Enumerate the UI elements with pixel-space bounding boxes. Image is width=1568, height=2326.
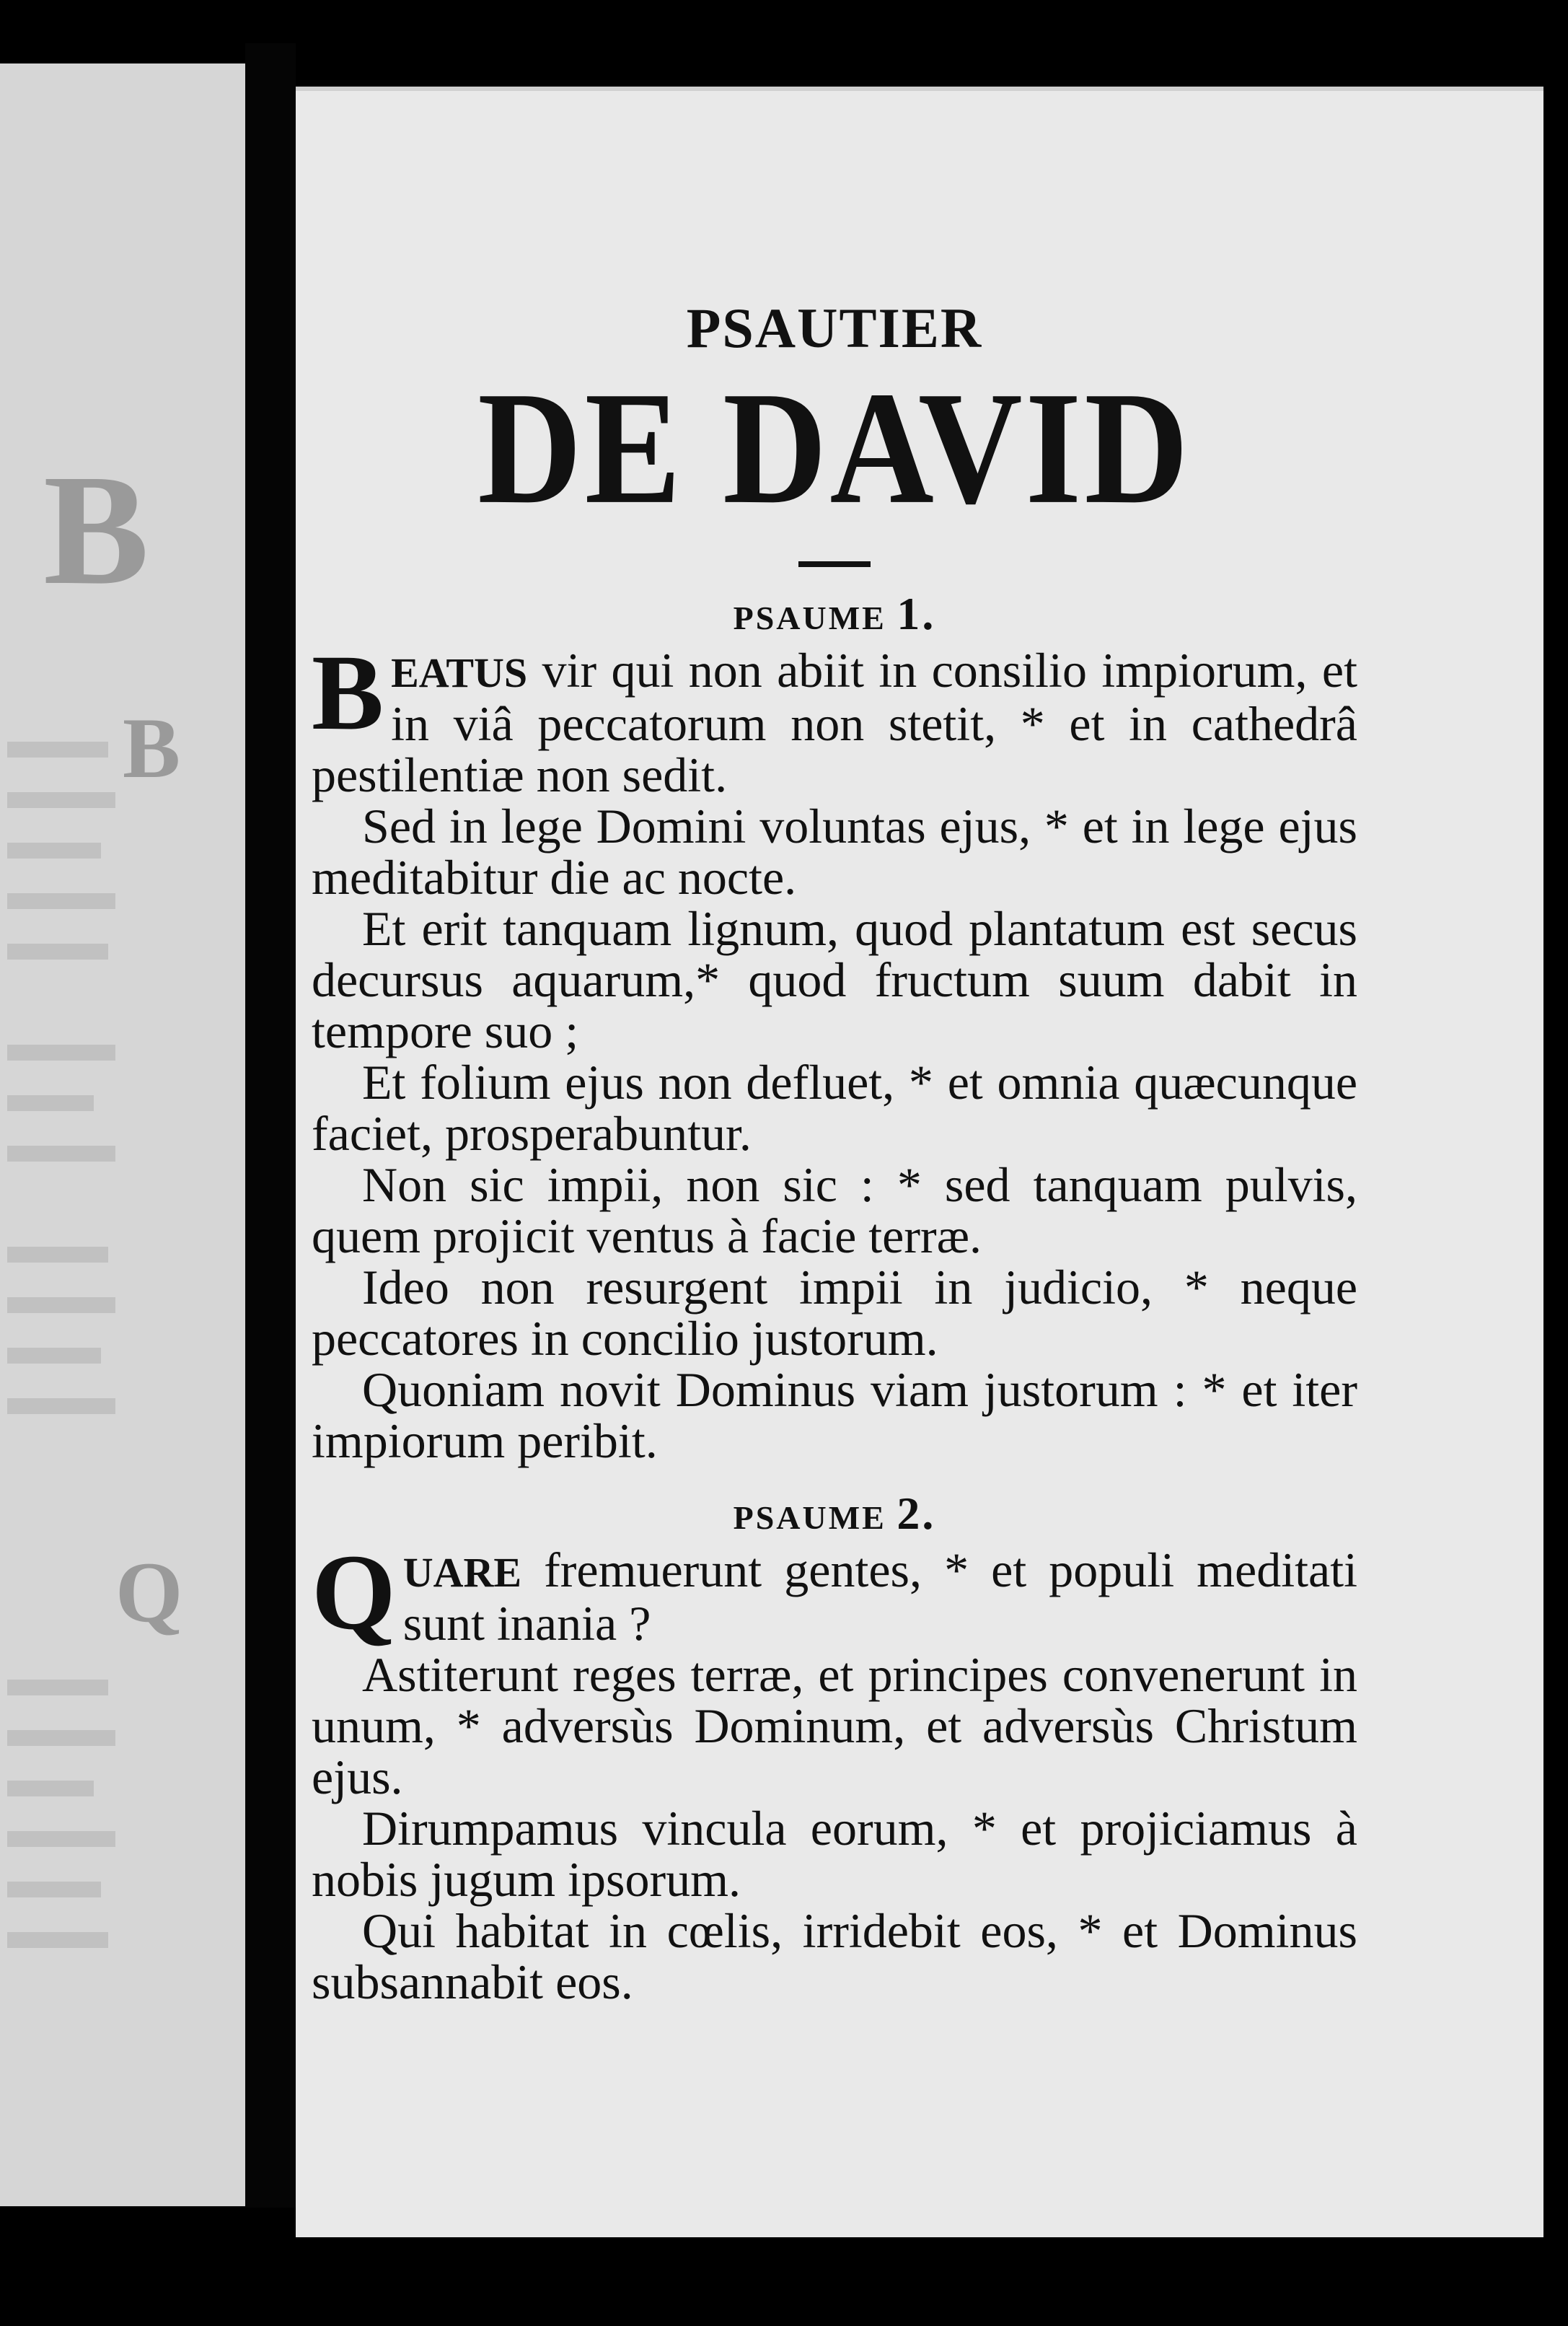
psalm-number: 2.: [897, 1488, 936, 1539]
psalm-label: PSAUME: [733, 600, 886, 636]
verse: Dirumpamus vincula eorum, * et projiciamus à nobis jugum ipsorum.: [312, 1801, 1357, 1907]
ghost-text-line: [7, 1297, 115, 1313]
ghost-text-line: [7, 742, 108, 758]
psalm-label: PSAUME: [733, 1499, 886, 1536]
psalm-1-heading: [312, 587, 1357, 641]
verse: Sed in lege Domini voluntas ejus, * et in lege ejus meditabitur die ac nocte.: [312, 799, 1357, 905]
opening-smallcaps: UARE: [402, 1549, 522, 1596]
ghost-text-line: [7, 1932, 108, 1948]
drop-cap: Q: [312, 1532, 396, 1652]
opening-smallcaps: EATUS: [391, 649, 528, 696]
ghost-text-line: [7, 1831, 115, 1847]
opening-text: fremuerunt gentes, * et populi meditati sunt inania ?: [402, 1542, 1357, 1651]
opening-text: vir qui non abiit in consilio impiorum, et in viâ peccatorum non stetit, * et in cathedrâ pestilentiæ non sedit.: [312, 643, 1357, 802]
drop-cap: B: [312, 633, 384, 752]
title-rule: [798, 561, 871, 567]
ghost-text-line: [7, 1045, 115, 1061]
verse: Ideo non resurgent impii in judicio, * neque peccatores in concilio justorum.: [312, 1260, 1357, 1366]
psalm-1-opening-verse: [312, 633, 1357, 802]
ghost-letter-b-large: B: [43, 442, 149, 618]
ghost-letter-q: Q: [115, 1544, 183, 1640]
ghost-text-line: [7, 1730, 115, 1746]
ghost-text-line: [7, 893, 115, 909]
ghost-text-line: [7, 1095, 94, 1111]
ghost-text-line: [7, 1781, 94, 1796]
ghost-text-line: [7, 843, 101, 859]
ghost-text-line: [7, 792, 115, 808]
verse: Non sic impii, non sic : * sed tanquam pulvis, quem projicit ventus à facie terræ.: [312, 1157, 1357, 1263]
ghost-text-line: [7, 1882, 101, 1897]
title-psautier: PSAUTIER: [686, 297, 983, 359]
ghost-text-line: [7, 944, 108, 960]
title-de-david: DE DAVID: [477, 359, 1192, 538]
book-page-right: [296, 87, 1543, 2237]
page-content: [312, 297, 1357, 2009]
verse: Quoniam novit Dominus viam justorum : * et iter impiorum peribit.: [312, 1362, 1357, 1468]
psalm-number: 1.: [897, 588, 936, 639]
book-gutter: [245, 43, 296, 2208]
ghost-text-line: [7, 1348, 101, 1364]
verse: Qui habitat in cœlis, irridebit eos, * et Dominus subsannabit eos.: [312, 1903, 1357, 2009]
ghost-letter-b-small: B: [123, 700, 181, 796]
ghost-text-line: [7, 1146, 115, 1162]
verse: Et folium ejus non defluet, * et omnia quæcunque faciet, prosperabuntur.: [312, 1055, 1357, 1161]
psalm-2-heading: [312, 1487, 1357, 1540]
ghost-text-line: [7, 1398, 115, 1414]
psalm-2-opening-verse: [312, 1532, 1357, 1652]
facing-page-left: [0, 63, 250, 2206]
psalm-2-body: [312, 1532, 1357, 2009]
verse: Et erit tanquam lignum, quod plantatum est secus decursus aquarum,* quod fructum suum dabit in tempore suo ;: [312, 901, 1357, 1058]
verse: Astiterunt reges terræ, et principes convenerunt in unum, * adversùs Dominum, et adversùs Christum ejus.: [312, 1647, 1357, 1804]
ghost-text-line: [7, 1680, 108, 1695]
ghost-text-line: [7, 1247, 108, 1263]
psalm-1-body: [312, 633, 1357, 1468]
